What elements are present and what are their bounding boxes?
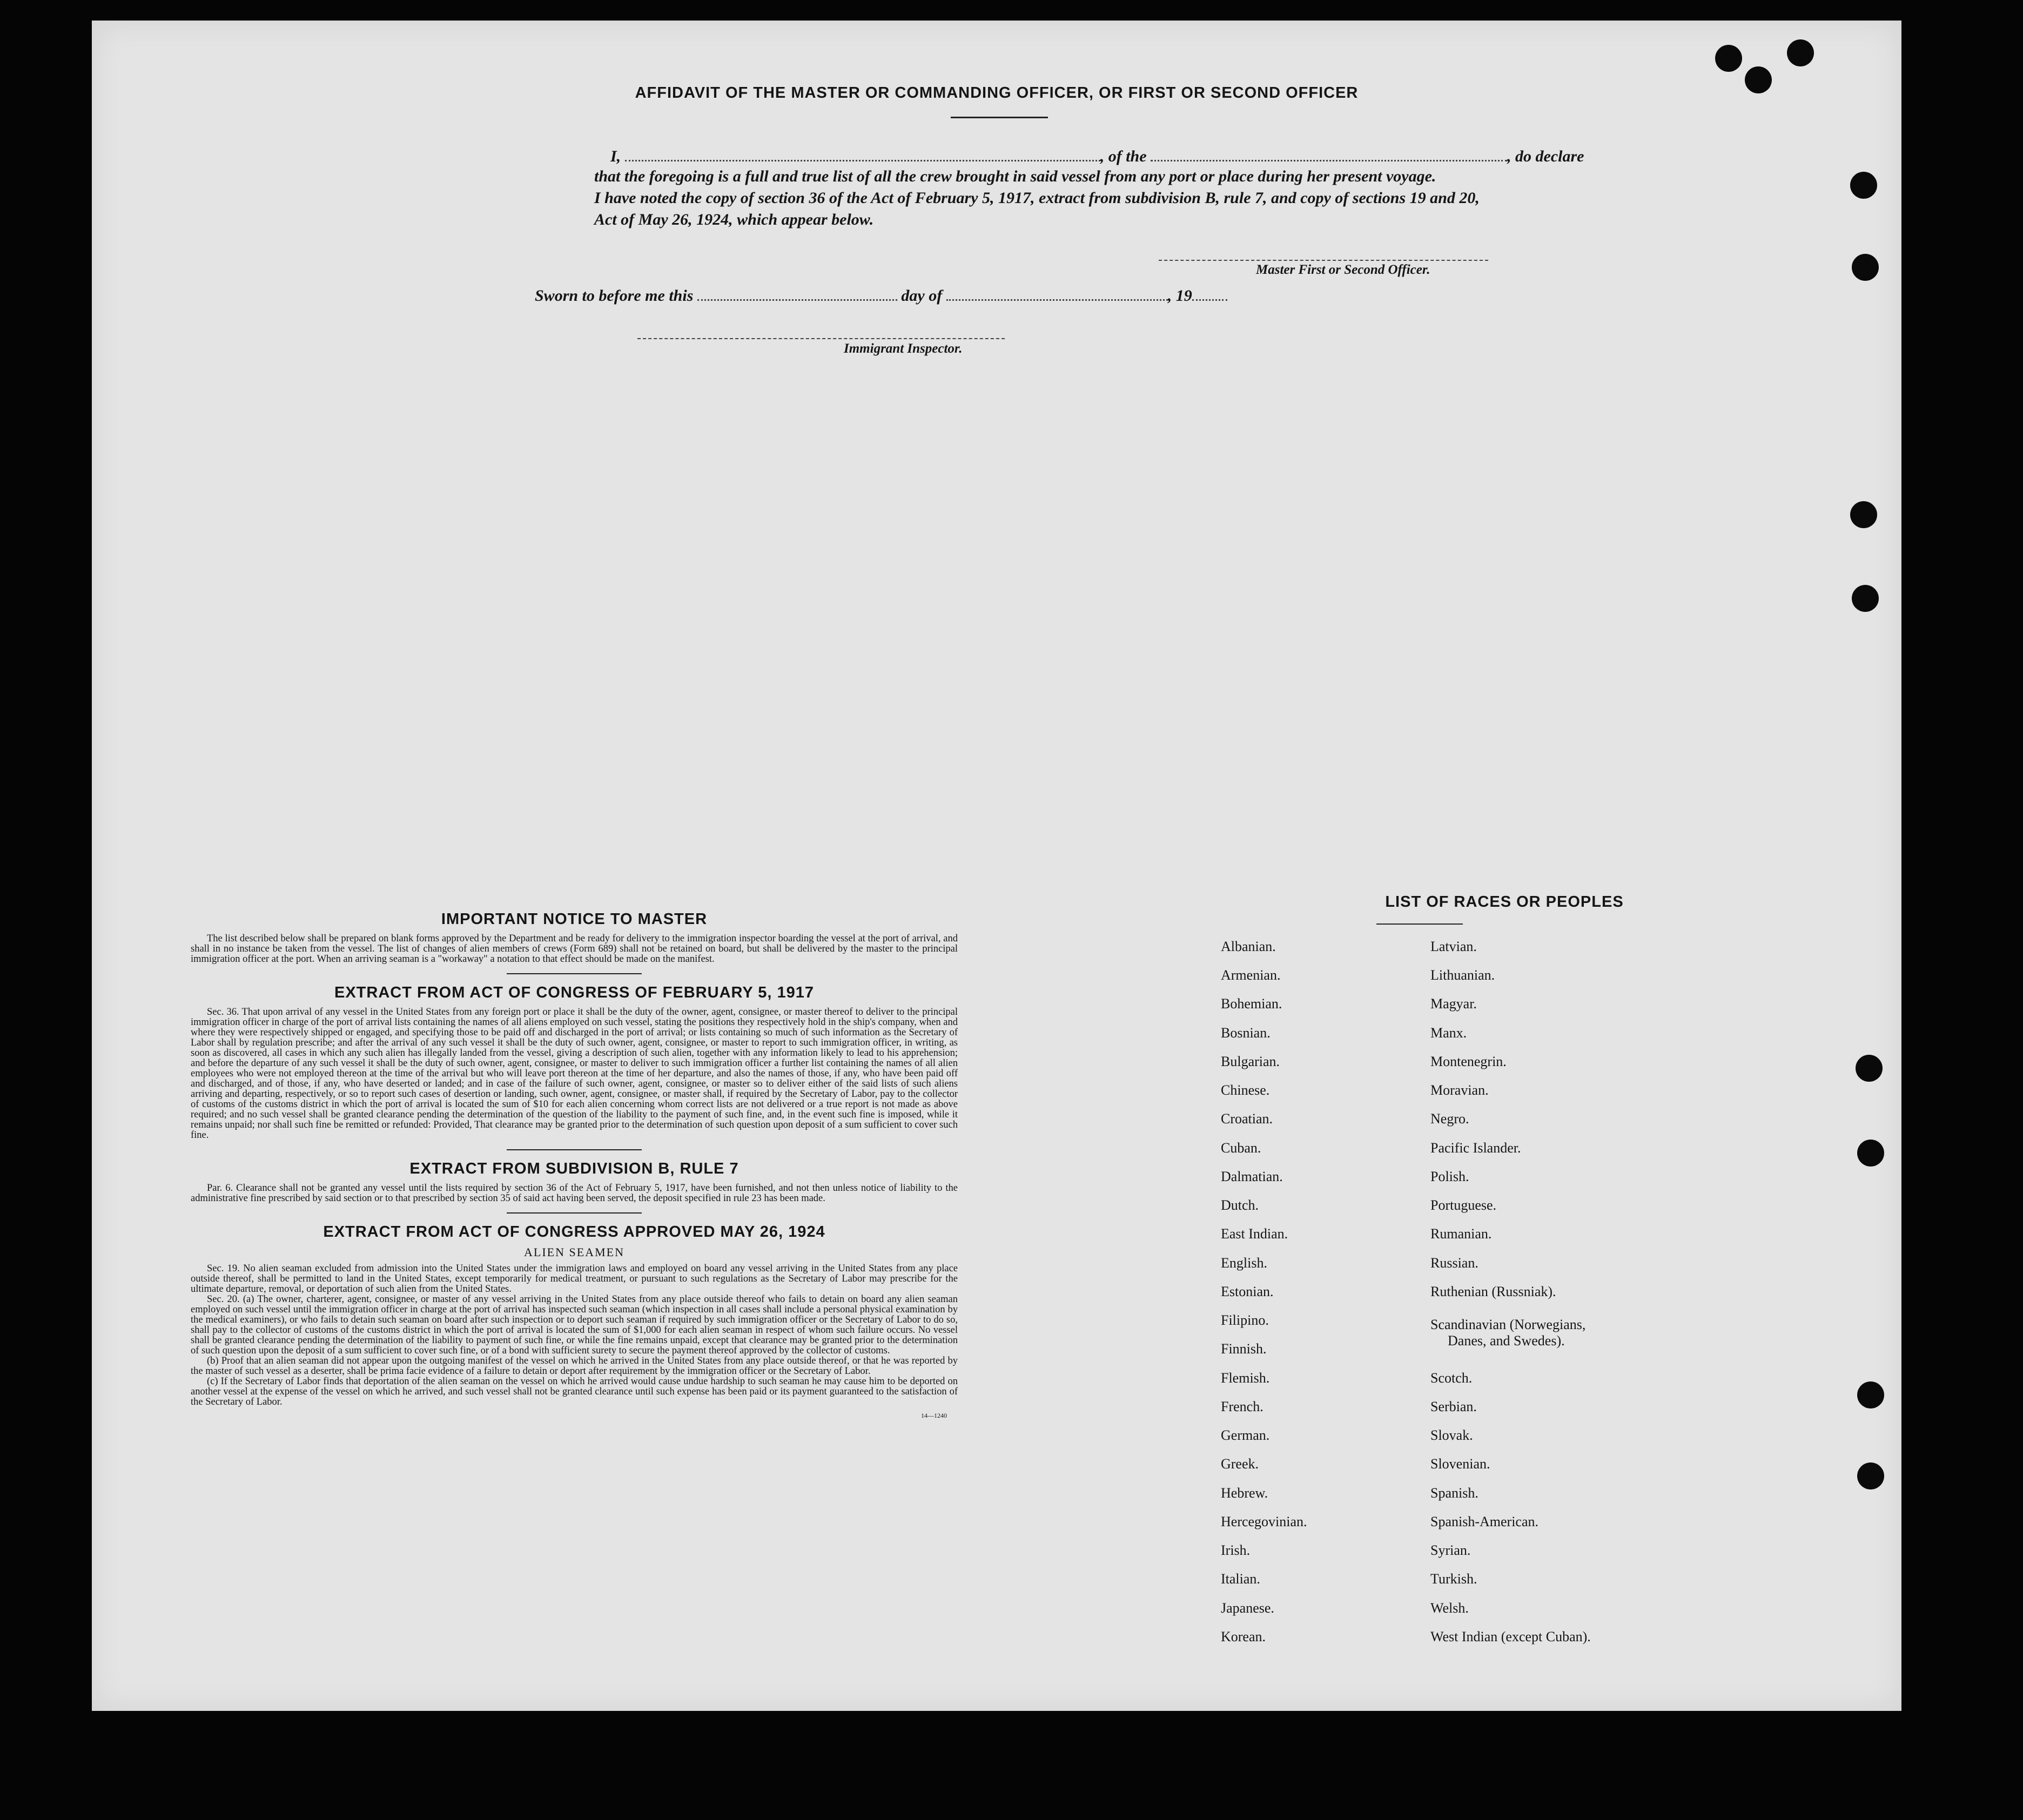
race-item: Polish. <box>1430 1169 1469 1184</box>
divider <box>507 1149 642 1150</box>
race-item: Filipino. <box>1221 1312 1269 1328</box>
section-36-paragraph: Sec. 36. That upon arrival of any vessel in the United States from any foreign port or place it shall be the duty of the owner, agent, consignee, or master thereof to deliver to the principal immigration officer in charge of the port of arrival lists containing the names of all aliens employed on such vessel, stating the positions they respectively hold in the ship's company, when and where they were respectively shipped or engaged, and specifying those to be paid off and discharged in the port of arrival; or lists containing so much of such information as the Secretary of Labor shall by regulation prescribe; and after the arrival of any such vessel it shall be the duty of such owner, agent, consignee, or master to report to such immigration officer, in writing, as soon as discovered, all cases in which any such alien has illegally landed from the vessel, giving a description of such alien, together with any information likely to lead to his apprehension; and before the departure of any such vessel it shall be the duty of such owner, agent, consignee, or master to deliver to such immigration officer a further list containing the names of all alien employees who were not employed thereon at the time of the arrival but who will leave port thereon at the time of her departure, and also the names of those, if any, who have been paid off and discharged, and of those, if any, who have deserted or landed; and in case of the failure of such owner, agent, consignee, or master so to deliver either of the said lists of such aliens arriving and departing, respectively, or so to report such cases of desertion or landing, such owner, agent, consignee, or master shall, if required by the Secretary of Labor, pay to the collector of customs of the customs district in which the port of arrival is located the sum of $10 for each alien concerning whom correct lists are not delivered or a true report is not made as above required; and no such vessel shall be granted clearance pending the determination of the question of the liability to the payment of such fine, and, in the event such fine is imposed, while it remains unpaid; nor shall such fine be remitted or refunded: Provided, That clearance may be granted prior to the determination of such question upon deposit of a sum sufficient to cover such fine. <box>191 1007 958 1141</box>
race-item: Greek. <box>1221 1456 1259 1472</box>
race-item: Spanish. <box>1430 1485 1478 1501</box>
race-item: Negro. <box>1430 1111 1469 1127</box>
race-item: Korean. <box>1221 1629 1266 1644</box>
race-item: Italian. <box>1221 1571 1260 1587</box>
binding-hole <box>1852 585 1879 612</box>
affidavit-declare: , do declare <box>1507 147 1584 165</box>
race-item: Slovak. <box>1430 1427 1473 1443</box>
notice-text <box>191 934 958 965</box>
binding-hole <box>1857 1381 1884 1408</box>
race-item: Portuguese. <box>1430 1197 1497 1213</box>
race-item: Armenian. <box>1221 967 1281 983</box>
sworn-label: Sworn to before me this <box>535 287 694 305</box>
affidavit-line-1 <box>502 146 1584 166</box>
binding-hole <box>1850 172 1877 199</box>
race-item: Montenegrin. <box>1430 1054 1507 1069</box>
race-item: Pacific Islander. <box>1430 1140 1521 1156</box>
race-item: West Indian (except Cuban). <box>1430 1629 1591 1644</box>
races-column-1 <box>1221 939 1410 1695</box>
race-item: Hebrew. <box>1221 1485 1268 1501</box>
race-item: Spanish-American. <box>1430 1514 1539 1529</box>
race-item: Cuban. <box>1221 1140 1261 1156</box>
binding-hole <box>1857 1140 1884 1167</box>
race-item: Scotch. <box>1430 1370 1473 1386</box>
binding-hole <box>1850 501 1877 528</box>
race-item: Irish. <box>1221 1542 1251 1558</box>
extract-rule7-title: EXTRACT FROM SUBDIVISION B, RULE 7 <box>409 1160 739 1177</box>
affidavit-of-the: , of the <box>1100 147 1147 165</box>
affidavit-title: AFFIDAVIT OF THE MASTER OR COMMANDING OFFICER, OR FIRST OR SECOND OFFICER <box>635 84 1359 102</box>
form-number: 14—1240 <box>921 1412 947 1419</box>
race-item: Estonian. <box>1221 1284 1274 1299</box>
race-item: Hercegovinian. <box>1221 1514 1307 1529</box>
race-item: Manx. <box>1430 1025 1467 1041</box>
race-item: Bulgarian. <box>1221 1054 1280 1069</box>
inspector-label: Immigrant Inspector. <box>844 341 963 356</box>
year-label: , 19 <box>1167 287 1192 305</box>
race-item: Bohemian. <box>1221 996 1282 1012</box>
race-item: German. <box>1221 1427 1270 1443</box>
binding-hole <box>1856 1055 1883 1082</box>
race-item: Finnish. <box>1221 1341 1267 1357</box>
race-item: Lithuanian. <box>1430 967 1495 983</box>
notices-column <box>191 911 958 1420</box>
race-item: Rumanian. <box>1430 1226 1492 1242</box>
race-item: Moravian. <box>1430 1082 1489 1098</box>
notice-paragraph: The list described below shall be prepared on blank forms approved by the Department and be ready for delivery to the immigration inspector boarding the vessel at the port of arrival, and shall in no instance be taken from the vessel. The list of changes of alien members of crews (Form 689) shall not be retained on board, but shall be delivered by the master to the principal immigration officer at the port. When an arriving seaman is a "workaway" a notation to that effect should be made on the manifest. <box>191 933 958 965</box>
vessel-name-field[interactable] <box>1151 146 1507 161</box>
race-item: Magyar. <box>1430 996 1477 1012</box>
binding-hole <box>1857 1462 1884 1489</box>
race-item: Latvian. <box>1430 939 1477 954</box>
section-20a-paragraph: Sec. 20. (a) The owner, charterer, agent, consignee, or master of any vessel arriving in the United States from any place outside thereof who fails to detain on board any alien seaman employed on such vessel until the immigration officer in charge at the port of arrival has inspected such seaman (which inspection in all cases shall include a personal physical examination by the medical examiners), or who fails to detain such seaman on board after such inspection or to deport such seaman if required by such immigration officer or the Secretary of Labor to do so, shall pay to the collector of customs of the customs district in which the port of arrival is located the sum of $1,000 for each alien seaman in respect of whom such failure occurs. No vessel shall be granted clearance pending the determination of the liability to payment of such fine, or while the fine remains unpaid, except that clearance may be granted prior to the determination of such question upon the deposit of a sum sufficient to cover such fine, or of a bond with sufficient surety to secure the payment thereof approved by the collector of customs. <box>191 1294 958 1356</box>
par-6-paragraph: Par. 6. Clearance shall not be granted any vessel until the lists required by section 36 of the Act of February 5, 1917, have been furnished, and not then unless notice of liability to the administrative fine prescribed by said section or to that prescribed by section 35 of said act having been served, the deposit specified in rule 23 has been made. <box>191 1183 958 1204</box>
affidavit-i: I, <box>610 147 621 165</box>
race-item: Albanian. <box>1221 939 1276 954</box>
binding-hole <box>1852 254 1879 281</box>
binding-hole <box>1715 45 1742 72</box>
affidavit-line-2: that the foregoing is a full and true list of all the crew brought in said vessel from any port or place during her present voyage. <box>594 167 1436 185</box>
extract-1917-text <box>191 1007 958 1141</box>
sworn-line <box>535 285 1227 305</box>
race-item: East Indian. <box>1221 1226 1288 1242</box>
race-item: Dalmatian. <box>1221 1169 1283 1184</box>
race-item: Bosnian. <box>1221 1025 1271 1041</box>
sworn-day-field[interactable] <box>697 285 897 301</box>
race-item: Dutch. <box>1221 1197 1259 1213</box>
section-19-paragraph: Sec. 19. No alien seaman excluded from admission into the United States under the immigration laws and employed on board any vessel arriving in the United States from any place outside thereof, shall be permitted to land in the United States, except temporarily for medical treatment, or pursuant to such regulations as the Secretary of Labor may prescribe for the ultimate departure, removal, or deportation of such alien from the United States. <box>191 1263 958 1295</box>
divider <box>1376 924 1463 925</box>
sworn-year-field[interactable] <box>1192 285 1227 301</box>
master-signature-label: Master First or Second Officer. <box>1256 262 1430 277</box>
race-item: Chinese. <box>1221 1082 1270 1098</box>
race-item: Russian. <box>1430 1255 1478 1271</box>
race-item: English. <box>1221 1255 1267 1271</box>
race-item: Flemish. <box>1221 1370 1270 1386</box>
extract-rule7-text <box>191 1183 958 1204</box>
race-item: Welsh. <box>1430 1600 1469 1616</box>
race-item: Japanese. <box>1221 1600 1274 1616</box>
master-name-field[interactable] <box>625 146 1100 161</box>
section-20c-paragraph: (c) If the Secretary of Labor finds that deportation of the alien seaman on the vessel on which he arrived would cause undue hardship to such seaman he may cause him to be deported on another vessel at the expense of the vessel on which he arrived, and such vessel shall not be granted clearance until such expense has been paid or its payment guaranteed to the satisfaction of the Secretary of Labor. <box>191 1376 958 1407</box>
affidavit-line-4: Act of May 26, 1924, which appear below. <box>594 211 874 228</box>
extract-1924-title: EXTRACT FROM ACT OF CONGRESS APPROVED MAY 26, 1924 <box>323 1223 825 1241</box>
extract-1924-text <box>191 1264 958 1407</box>
affidavit-line-3: I have noted the copy of section 36 of the Act of February 5, 1917, extract from subdivision B, rule 7, and copy of sections 19 and 20, <box>594 189 1480 207</box>
binding-hole <box>1745 66 1772 93</box>
day-of-label: day of <box>901 287 943 305</box>
races-title: LIST OF RACES OR PEOPLES <box>1385 893 1624 911</box>
divider <box>507 1212 642 1214</box>
document-sheet <box>92 21 1901 1711</box>
extract-1917-title: EXTRACT FROM ACT OF CONGRESS OF FEBRUARY 5, 1917 <box>334 984 815 1001</box>
sworn-month-field[interactable] <box>946 285 1168 301</box>
race-item: Slovenian. <box>1430 1456 1490 1472</box>
divider <box>951 117 1048 118</box>
race-item: Scandinavian (Norwegians, <box>1430 1317 1586 1332</box>
races-column-2 <box>1430 939 1733 1695</box>
race-item: Croatian. <box>1221 1111 1273 1127</box>
race-item: Ruthenian (Russniak). <box>1430 1284 1556 1299</box>
divider <box>507 973 642 974</box>
race-item: Serbian. <box>1430 1399 1477 1414</box>
alien-seamen-subtitle: ALIEN SEAMEN <box>524 1245 624 1259</box>
race-item: Syrian. <box>1430 1542 1471 1558</box>
section-20b-paragraph: (b) Proof that an alien seaman did not appear upon the outgoing manifest of the vessel on which he arrived in the United States from any place outside thereof, or that he was reported by the master of such vessel as a deserter, shall be prima facie evidence of a failure to detain or deport after requirement by the immigration officer or the Secretary of Labor. <box>191 1356 958 1377</box>
notice-title: IMPORTANT NOTICE TO MASTER <box>441 911 708 928</box>
inspector-signature-line[interactable] <box>637 338 1005 339</box>
master-signature-line[interactable] <box>1159 260 1488 261</box>
race-item: Danes, and Swedes). <box>1448 1333 1565 1349</box>
binding-hole <box>1787 39 1814 66</box>
race-item: Turkish. <box>1430 1571 1477 1587</box>
race-item: French. <box>1221 1399 1263 1414</box>
